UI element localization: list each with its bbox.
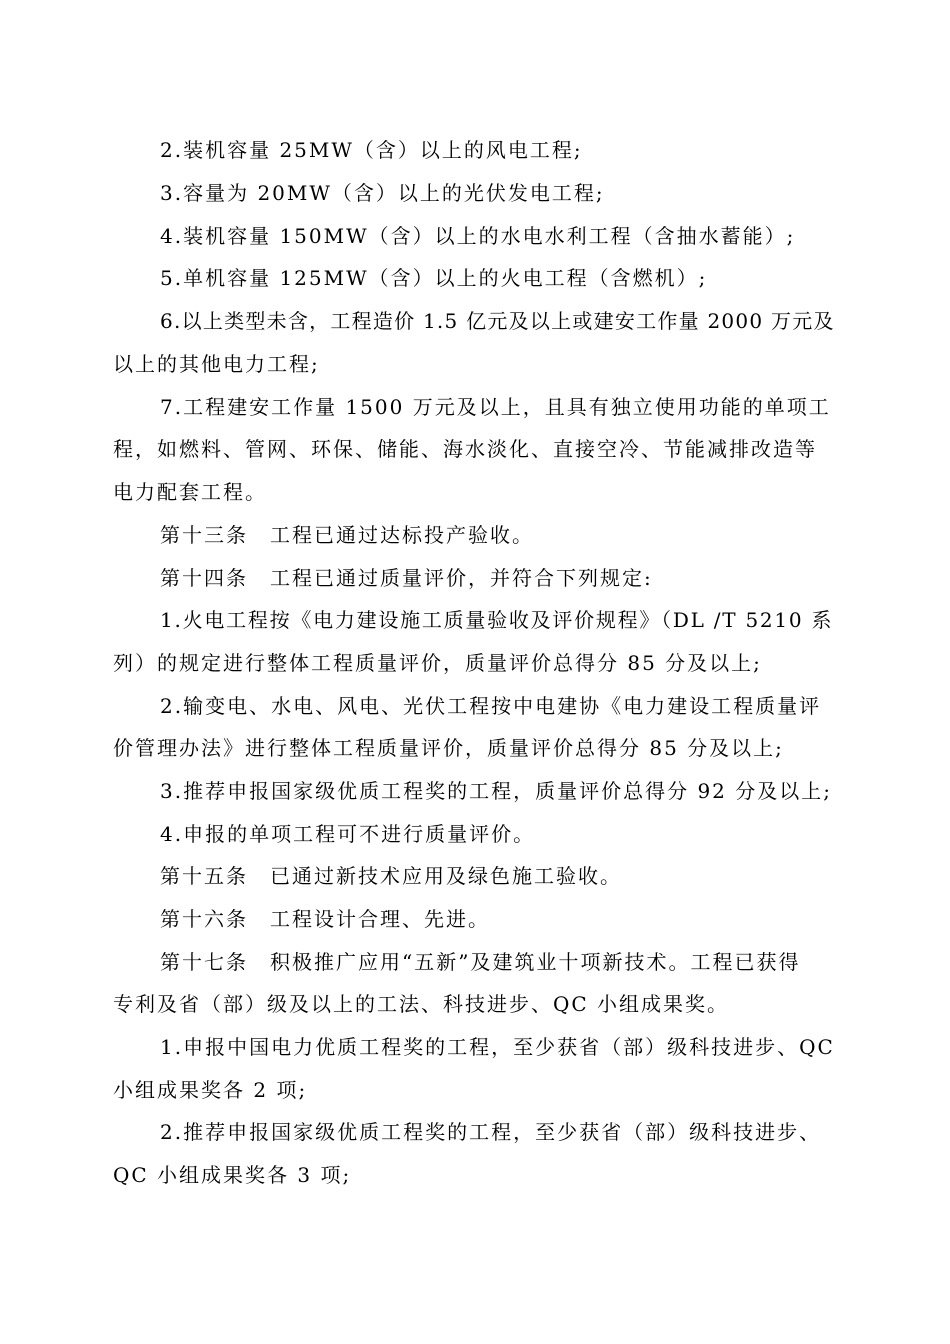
article-15: 第十五条 已通过新技术应用及绿色施工验收。 [160, 864, 622, 888]
list-item-3-photovoltaic: 3.容量为 20MW（含）以上的光伏发电工程; [160, 181, 605, 205]
article-17-item-1-cont: 小组成果奖各 2 项; [113, 1078, 308, 1102]
article-17: 第十七条 积极推广应用“五新”及建筑业十项新技术。工程已获得 [160, 950, 801, 974]
article-14-item-3: 3.推荐申报国家级优质工程奖的工程，质量评价总得分 92 分及以上; [160, 779, 832, 803]
article-14-item-1: 1.火电工程按《电力建设施工质量验收及评价规程》（DL /T 5210 系 [160, 608, 834, 632]
article-17-item-2: 2.推荐申报国家级优质工程奖的工程，至少获省（部）级科技进步、 [160, 1120, 822, 1144]
list-item-7-continuation-2: 电力配套工程。 [113, 480, 267, 504]
article-17-cont: 专利及省（部）级及以上的工法、科技进步、QC 小组成果奖。 [113, 992, 730, 1016]
list-item-4-hydropower: 4.装机容量 150MW（含）以上的水电水利工程（含抽水蓄能）; [160, 224, 796, 248]
article-14: 第十四条 工程已通过质量评价，并符合下列规定: [160, 566, 653, 590]
list-item-2-wind-power: 2.装机容量 25MW（含）以上的风电工程; [160, 138, 583, 162]
article-13: 第十三条 工程已通过达标投产验收。 [160, 523, 534, 547]
article-17-item-2-cont: QC 小组成果奖各 3 项; [113, 1163, 352, 1187]
list-item-6-other-power: 6.以上类型未含，工程造价 1.5 亿元及以上或建安工作量 2000 万元及 [160, 309, 835, 333]
list-item-6-continuation: 以上的其他电力工程; [113, 352, 320, 376]
article-14-item-4: 4.申报的单项工程可不进行质量评价。 [160, 822, 536, 846]
list-item-7-supporting-works: 7.工程建安工作量 1500 万元及以上，且具有独立使用功能的单项工 [160, 395, 831, 419]
article-14-item-2-cont: 价管理办法》进行整体工程质量评价，质量评价总得分 85 分及以上; [113, 736, 784, 760]
article-14-item-2: 2.输变电、水电、风电、光伏工程按中电建协《电力建设工程质量评 [160, 694, 822, 718]
list-item-5-thermal-power: 5.单机容量 125MW（含）以上的火电工程（含燃机）; [160, 266, 708, 290]
article-16: 第十六条 工程设计合理、先进。 [160, 907, 490, 931]
list-item-7-continuation-1: 程，如燃料、管网、环保、储能、海水淡化、直接空冷、节能减排改造等 [113, 437, 817, 461]
article-14-item-1-cont: 列）的规定进行整体工程质量评价，质量评价总得分 85 分及以上; [113, 651, 762, 675]
article-17-item-1: 1.申报中国电力优质工程奖的工程，至少获省（部）级科技进步、QC [160, 1035, 835, 1059]
